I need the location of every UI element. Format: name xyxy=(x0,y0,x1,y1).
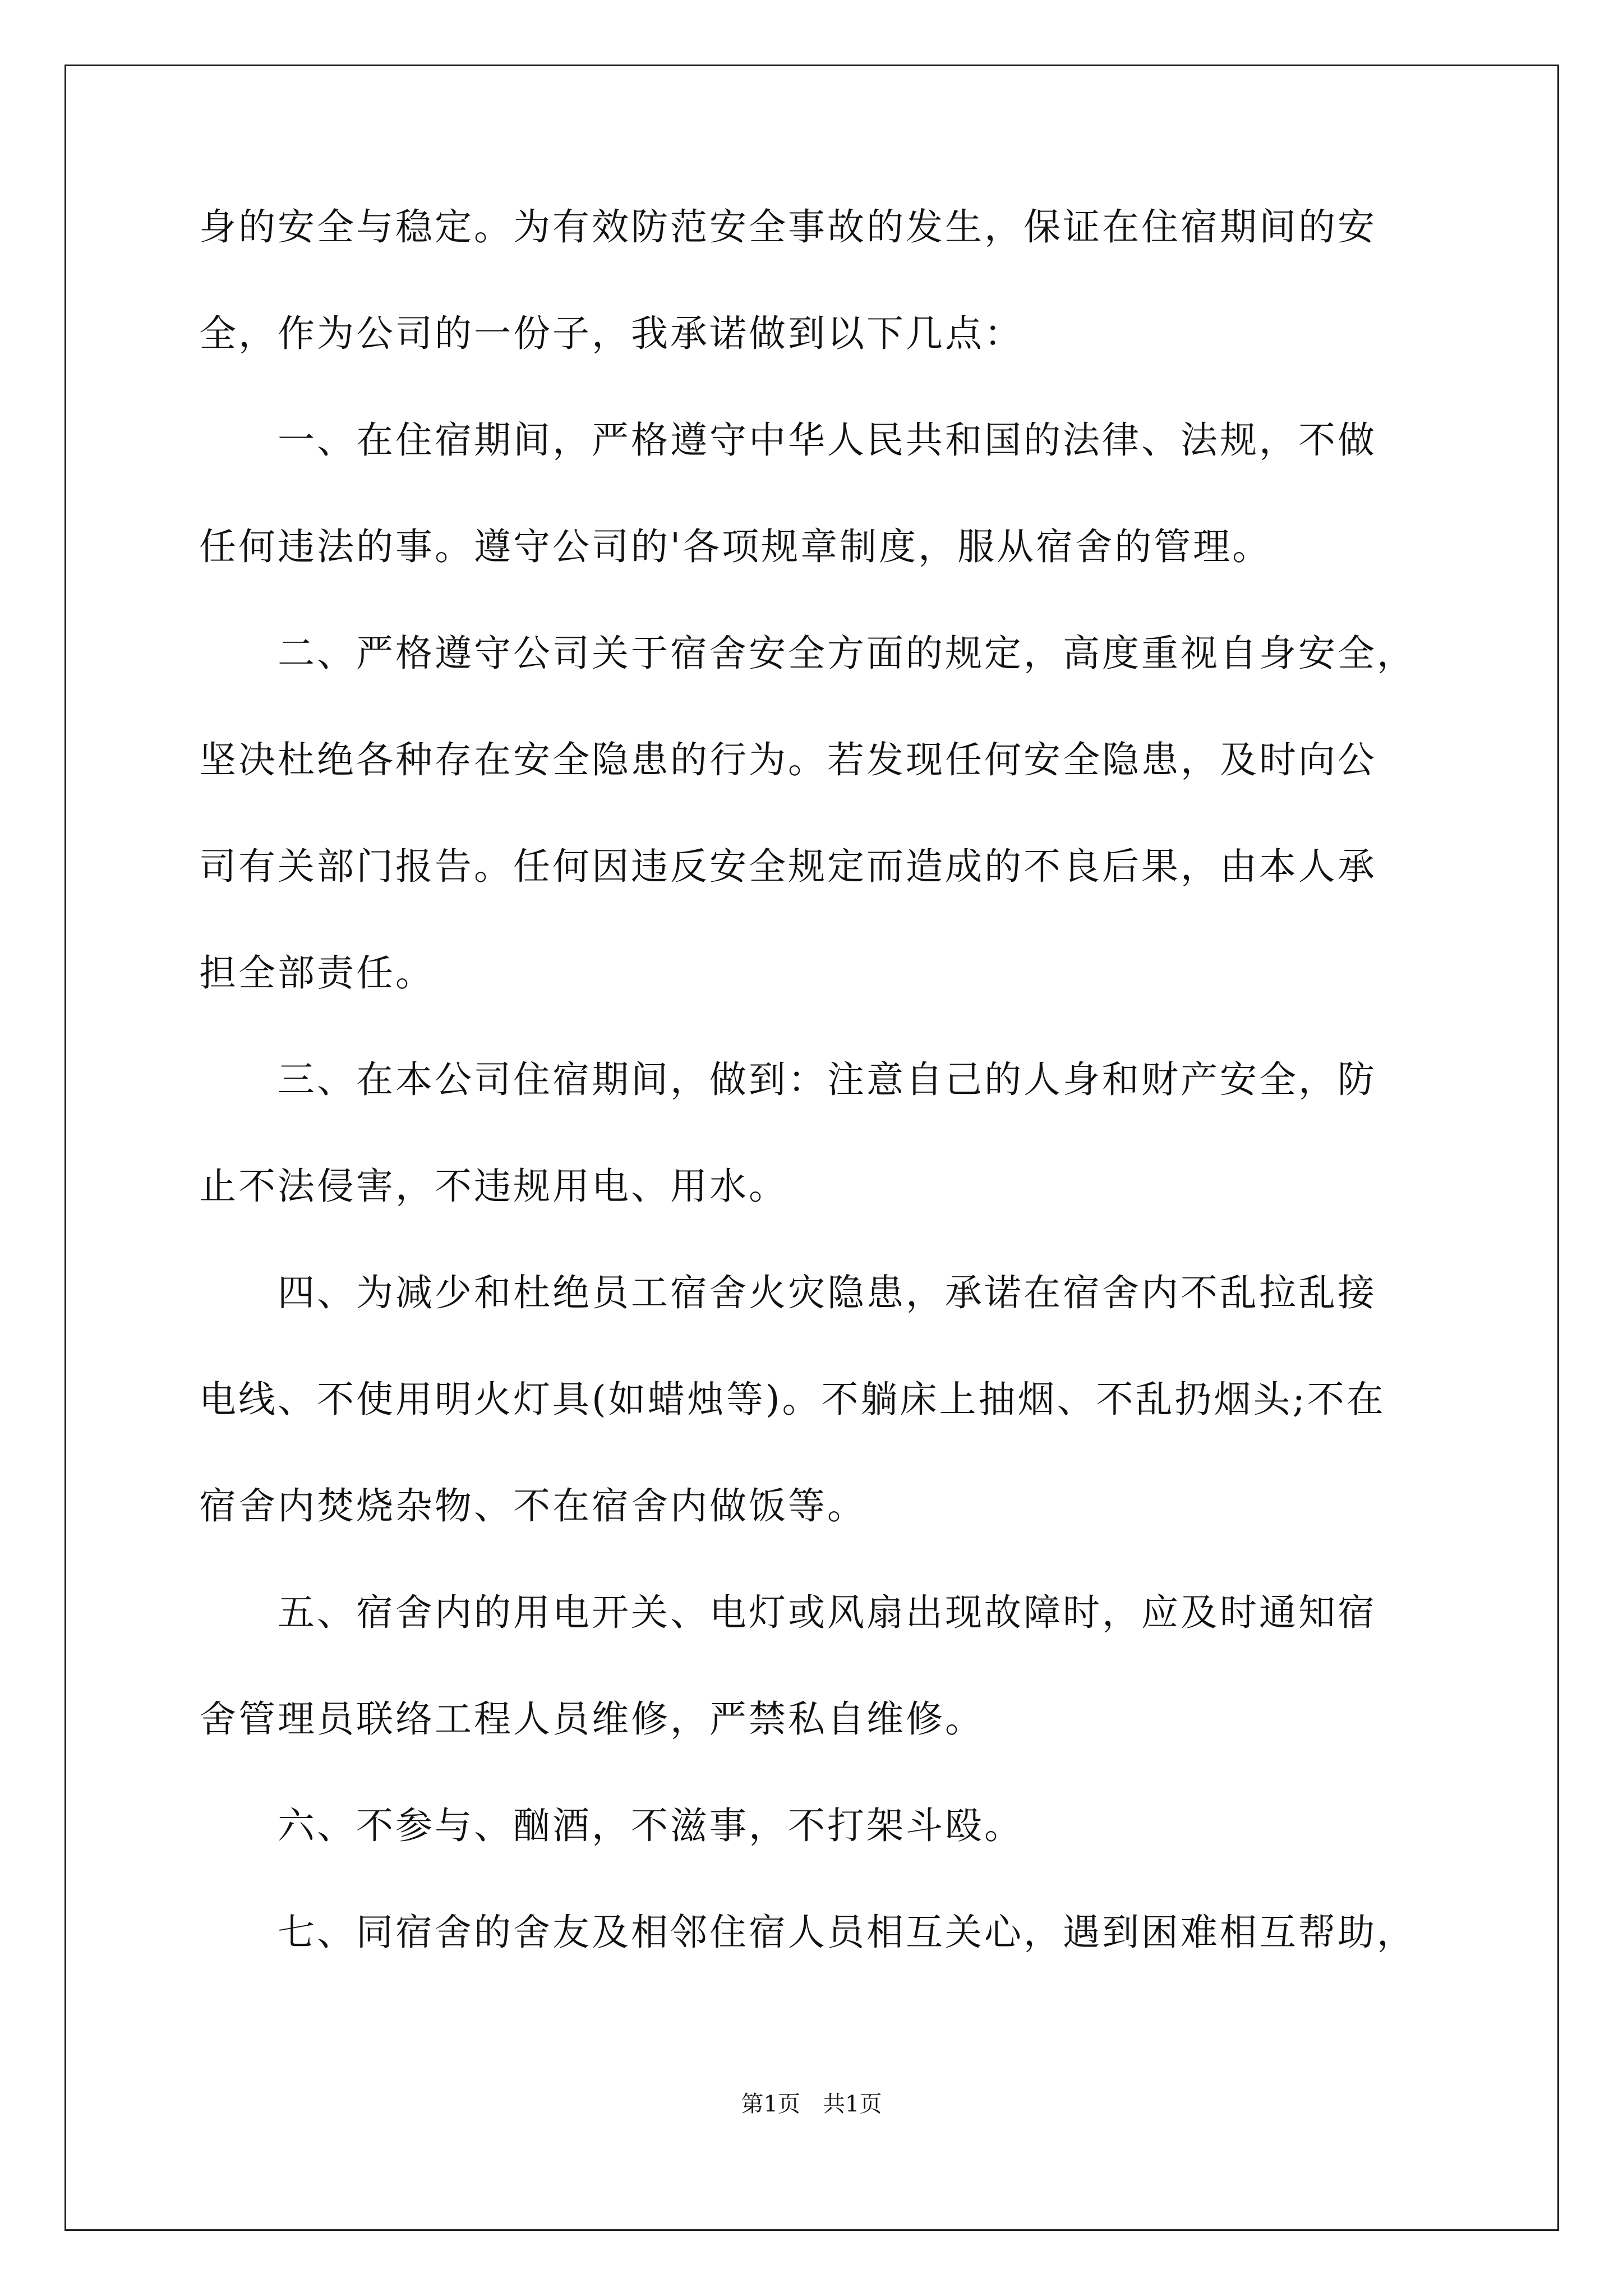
text-line: 一、在住宿期间，严格遵守中华人民共和国的法律、法规，不做 xyxy=(199,418,1377,462)
page-number-total: 共1页 xyxy=(823,2091,882,2117)
text-line: 电线、不使用明火灯具(如蜡烛等)。不躺床上抽烟、不乱扔烟头;不在 xyxy=(199,1378,1386,1421)
text-line: 担全部责任。 xyxy=(199,951,435,995)
text-line: 六、不参与、酗酒，不滋事，不打架斗殴。 xyxy=(199,1804,1023,1847)
text-line: 止不法侵害，不违规用电、用水。 xyxy=(199,1165,788,1208)
text-line: 宿舍内焚烧杂物、不在宿舍内做饭等。 xyxy=(199,1484,866,1527)
text-line: 司有关部门报告。任何因违反安全规定而造成的不良后果，由本人承 xyxy=(199,845,1377,888)
text-line: 任何违法的事。遵守公司的'各项规章制度，服从宿舍的管理。 xyxy=(199,525,1272,568)
text-line: 全，作为公司的一份子，我承诺做到以下几点： xyxy=(199,312,1023,355)
page-footer xyxy=(0,2091,1623,2118)
text-line: 身的安全与稳定。为有效防范安全事故的发生，保证在住宿期间的安 xyxy=(199,205,1377,249)
text-line: 五、宿舍内的用电开关、电灯或风扇出现故障时，应及时通知宿 xyxy=(199,1591,1377,1634)
page-number-current: 第1页 xyxy=(741,2091,800,2117)
text-line: 七、同宿舍的舍友及相邻住宿人员相互关心，遇到困难相互帮助， xyxy=(199,1911,1416,1954)
text-line: 二、严格遵守公司关于宿舍安全方面的规定，高度重视自身安全， xyxy=(199,632,1416,675)
text-line: 坚决杜绝各种存在安全隐患的行为。若发现任何安全隐患，及时向公 xyxy=(199,738,1377,781)
text-line: 舍管理员联络工程人员维修，严禁私自维修。 xyxy=(199,1697,984,1741)
document-body xyxy=(199,205,1433,2021)
text-line: 四、为减少和杜绝员工宿舍火灾隐患，承诺在宿舍内不乱拉乱接 xyxy=(199,1271,1377,1314)
text-line: 三、在本公司住宿期间，做到：注意自己的人身和财产安全，防 xyxy=(199,1058,1377,1101)
